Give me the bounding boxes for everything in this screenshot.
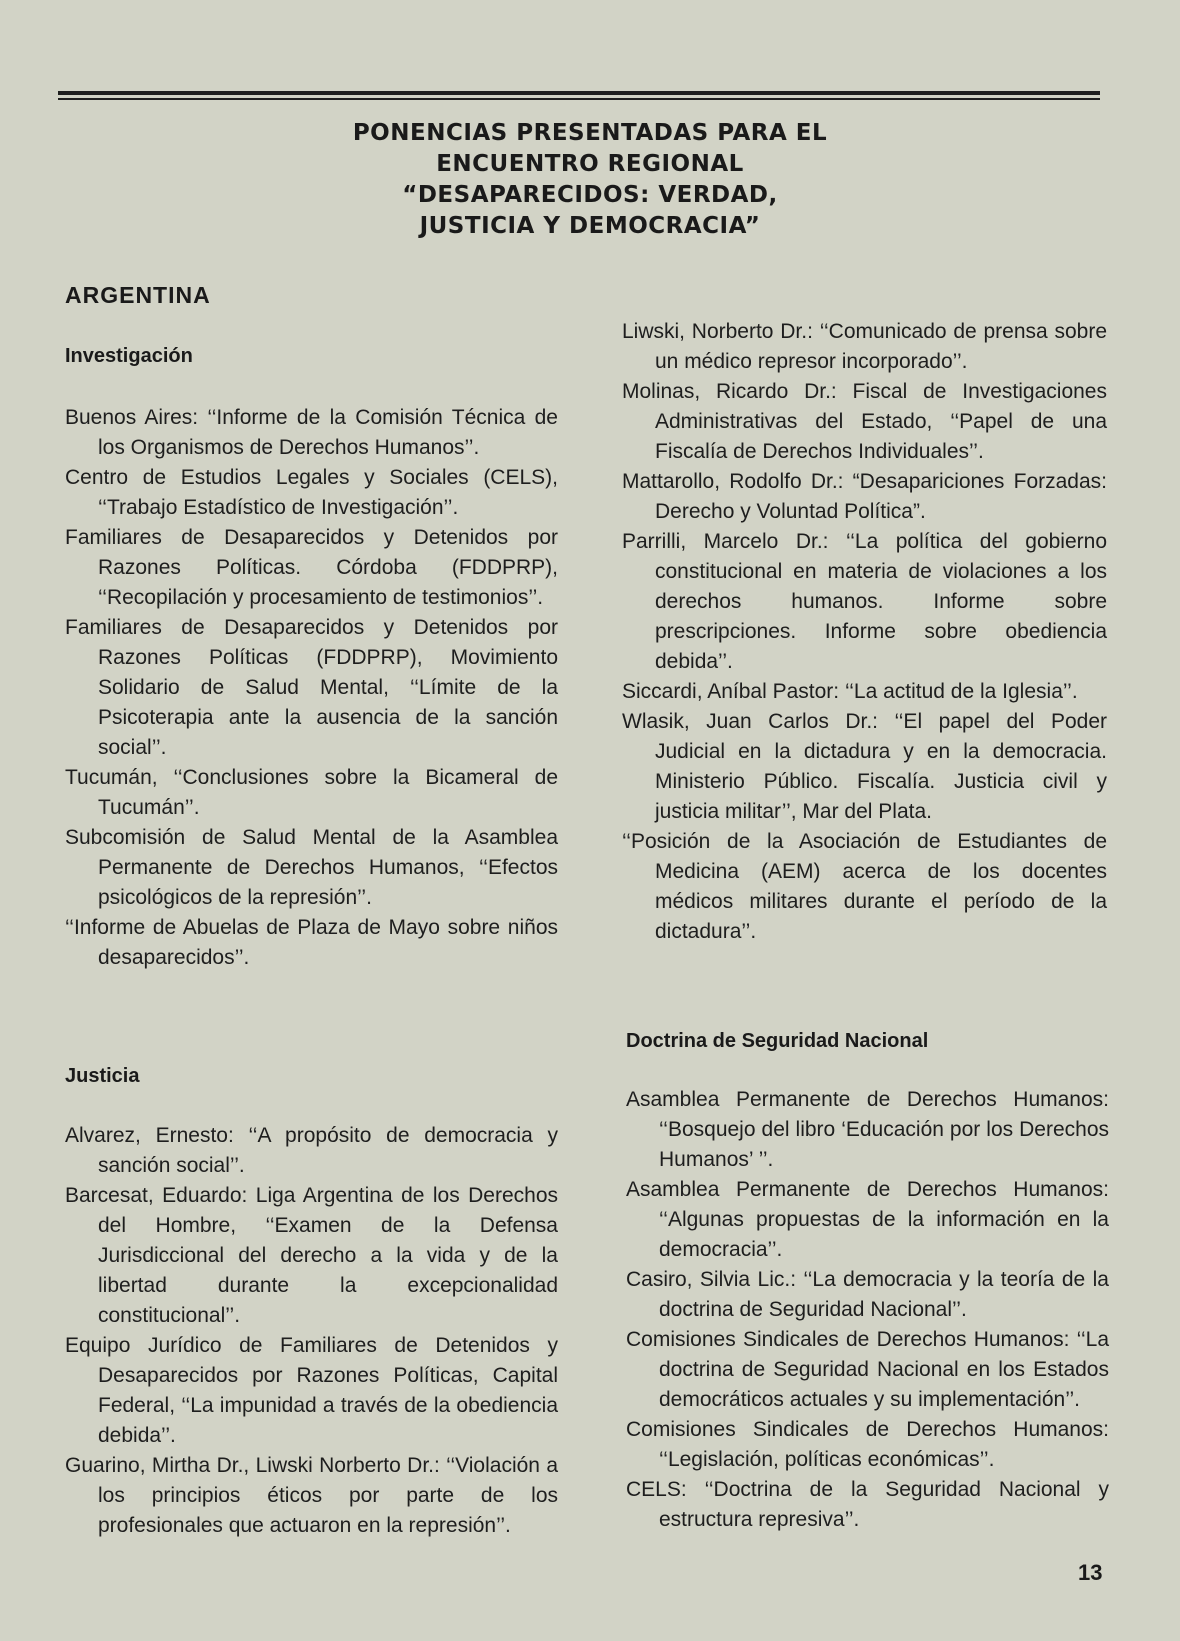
list-item: ‘‘Informe de Abuelas de Plaza de Mayo sobre niños desaparecidos’’. bbox=[65, 916, 558, 969]
list-item: Comisiones Sindicales de Derechos Humanos: ‘‘La doctrina de Seguridad Nacional en los Estados democráticos actuales y su implementación’’. bbox=[626, 1328, 1109, 1411]
list-item: Subcomisión de Salud Mental de la Asamblea Permanente de Derechos Humanos, ‘‘Efectos psicológicos de la represión’’. bbox=[65, 826, 558, 909]
country-heading: ARGENTINA bbox=[65, 282, 211, 308]
title-line-4: JUSTICIA Y DEMOCRACIA” bbox=[419, 213, 761, 239]
list-item: Asamblea Permanente de Derechos Humanos: ‘‘Algunas propuestas de la información en la democracia’’. bbox=[626, 1178, 1109, 1261]
list-item: Mattarollo, Rodolfo Dr.: “Desapariciones Forzadas: Derecho y Voluntad Política”. bbox=[622, 470, 1107, 523]
justicia-continued-list bbox=[622, 317, 1107, 947]
title-line-3: “DESAPARECIDOS: VERDAD, bbox=[402, 182, 778, 208]
list-item: Familiares de Desaparecidos y Detenidos por Razones Políticas (FDDPRP), Movimiento Solidario de Salud Mental, ‘‘Límite de la Psicoterapia ante la ausencia de la sanción social’’. bbox=[65, 616, 558, 759]
list-item: Casiro, Silvia Lic.: ‘‘La democracia y la teoría de la doctrina de Seguridad Nacional’’. bbox=[626, 1268, 1109, 1321]
list-item: CELS: ‘‘Doctrina de la Seguridad Nacional y estructura represiva’’. bbox=[626, 1478, 1109, 1531]
list-item: Buenos Aires: ‘‘Informe de la Comisión Técnica de los Organismos de Derechos Humanos’’. bbox=[65, 406, 558, 459]
list-item: Equipo Jurídico de Familiares de Detenidos y Desaparecidos por Razones Políticas, Capital Federal, ‘‘La impunidad a través de la obediencia debida’’. bbox=[65, 1334, 558, 1447]
list-item: Familiares de Desaparecidos y Detenidos por Razones Políticas. Córdoba (FDDPRP), ‘‘Recopilación y procesamiento de testimonios’’. bbox=[65, 526, 558, 609]
list-item: Asamblea Permanente de Derechos Humanos: ‘‘Bosquejo del libro ‘Educación por los Derechos Humanos’ ’’. bbox=[626, 1088, 1109, 1171]
top-rule-secondary bbox=[58, 98, 1100, 100]
list-item: Parrilli, Marcelo Dr.: ‘‘La política del gobierno constitucional en materia de violaciones a los derechos humanos. Informe sobre prescripciones. Informe sobre obediencia debida’’. bbox=[622, 530, 1107, 673]
section-heading-justicia: Justicia bbox=[65, 1065, 140, 1087]
title-line-2: ENCUENTRO REGIONAL bbox=[436, 151, 744, 177]
list-item: ‘‘Posición de la Asociación de Estudiantes de Medicina (AEM) acerca de los docentes médicos militares durante el período de la dictadura’’. bbox=[622, 830, 1107, 943]
list-item: Tucumán, ‘‘Conclusiones sobre la Bicameral de Tucumán’’. bbox=[65, 766, 558, 819]
page-title bbox=[300, 118, 880, 242]
list-item: Barcesat, Eduardo: Liga Argentina de los Derechos del Hombre, ‘‘Examen de la Defensa Jurisdiccional del derecho a la vida y de la libertad durante la excepcionalidad constitucional’’. bbox=[65, 1184, 558, 1327]
list-item: Liwski, Norberto Dr.: ‘‘Comunicado de prensa sobre un médico represor incorporado’’. bbox=[622, 320, 1107, 373]
justicia-list bbox=[65, 1121, 558, 1541]
list-item: Molinas, Ricardo Dr.: Fiscal de Investigaciones Administrativas del Estado, ‘‘Papel de una Fiscalía de Derechos Individuales’’. bbox=[622, 380, 1107, 463]
list-item: Guarino, Mirtha Dr., Liwski Norberto Dr.: ‘‘Violación a los principios éticos por parte de los profesionales que actuaron en la represión’’. bbox=[65, 1454, 558, 1537]
list-item: Centro de Estudios Legales y Sociales (CELS), ‘‘Trabajo Estadístico de Investigación’’. bbox=[65, 466, 558, 519]
page-number: 13 bbox=[1078, 1560, 1103, 1585]
list-item: Alvarez, Ernesto: ‘‘A propósito de democracia y sanción social’’. bbox=[65, 1124, 558, 1177]
doctrina-list bbox=[626, 1085, 1109, 1535]
section-heading-investigacion: Investigación bbox=[65, 345, 193, 367]
investigacion-list bbox=[65, 403, 558, 973]
list-item: Comisiones Sindicales de Derechos Humanos: ‘‘Legislación, políticas económicas’’. bbox=[626, 1418, 1109, 1471]
list-item: Siccardi, Aníbal Pastor: ‘‘La actitud de la Iglesia’’. bbox=[622, 680, 1078, 703]
section-heading-doctrina: Doctrina de Seguridad Nacional bbox=[626, 1030, 929, 1052]
title-line-1: PONENCIAS PRESENTADAS PARA EL bbox=[352, 120, 828, 146]
list-item: Wlasik, Juan Carlos Dr.: ‘‘El papel del Poder Judicial en la dictadura y en la democracia. Ministerio Público. Fiscalía. Justicia civil y justicia militar’’, Mar del Plata. bbox=[622, 710, 1107, 823]
top-rule bbox=[58, 91, 1100, 95]
